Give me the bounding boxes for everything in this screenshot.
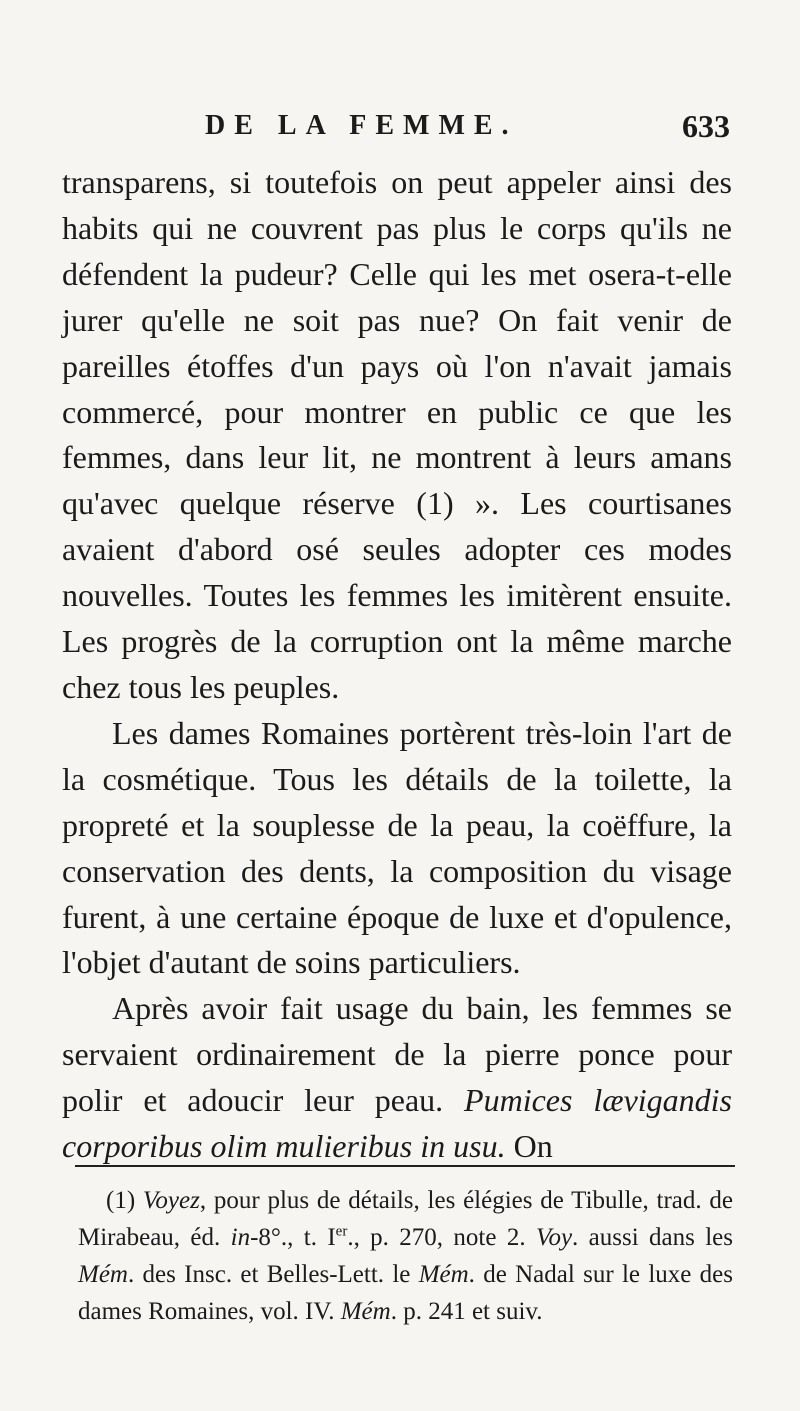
paragraph-3-text: Après avoir fait usage du bain, les femmes se servaient ordinairement de la pierre ponce pour polir et adoucir leur peau.: [62, 990, 732, 1119]
footnote-voyez: Voyez: [142, 1187, 200, 1214]
footnote: [78, 1182, 733, 1330]
paragraph-3-end: On: [505, 1128, 553, 1165]
footnote-part-6: . de Nadal sur le luxe des dames Romaines, vol. IV.: [78, 1261, 733, 1325]
footnote-part-5: . des Insc. et Belles-Lett. le: [127, 1261, 419, 1288]
footnote-part-1: , pour plus de détails, les élégies de Tibulle, trad. de Mirabeau, éd.: [78, 1187, 733, 1251]
main-text: [62, 160, 732, 1170]
paragraph-2: Les dames Romaines portèrent très-loin l'art de la cosmétique. Tous les détails de la toilette, la propreté et la souplesse de la peau, la coëffure, la conservation des dents, la composition du visage furent, à une certaine époque de luxe et d'opulence, l'objet d'autant de soins particuliers.: [62, 714, 732, 981]
latin-quotation: Pumices lævigandis corporibus olim mulieribus in usu.: [62, 1082, 733, 1165]
page-number: 633: [682, 108, 730, 144]
footnote-part-2: -8°., t. I: [250, 1224, 336, 1251]
footnote-mem-3: Mém: [340, 1298, 391, 1325]
footnote-in: in: [230, 1224, 251, 1251]
running-head: DE LA FEMME.: [205, 110, 518, 141]
footnote-text: [78, 1182, 733, 1330]
footnote-marker: (1): [106, 1187, 143, 1214]
paragraph-3: [62, 986, 732, 1170]
footnote-mem-1: Mém: [78, 1261, 128, 1288]
footnote-part-7: . p. 241 et suiv.: [390, 1298, 543, 1325]
footnote-rule: [75, 1165, 735, 1167]
paragraph-1: transparens, si toutefois on peut appeler ainsi des habits qui ne couvrent pas plus le corps qu'ils ne défendent la pudeur? Celle qui les met osera-t-elle jurer qu'elle ne soit pas nue? On fait venir de pareilles étoffes d'un pays où l'on n'avait jamais commercé, pour montrer en public ce que les femmes, dans leur lit, ne montrent à leurs amans qu'avec quelque réserve (1) ». Les courtisanes avaient d'abord osé seules adopter ces modes nouvelles. Toutes les femmes les imitèrent ensuite. Les progrès de la corruption ont la même marche chez tous les peuples.: [62, 164, 732, 705]
footnote-er: er: [335, 1223, 348, 1240]
footnote-part-3: ., p. 270, note 2.: [347, 1224, 536, 1251]
footnote-voy: Voy: [535, 1224, 573, 1251]
footnote-part-4: . aussi dans les: [572, 1224, 733, 1251]
footnote-mem-2: Mém: [418, 1261, 469, 1288]
